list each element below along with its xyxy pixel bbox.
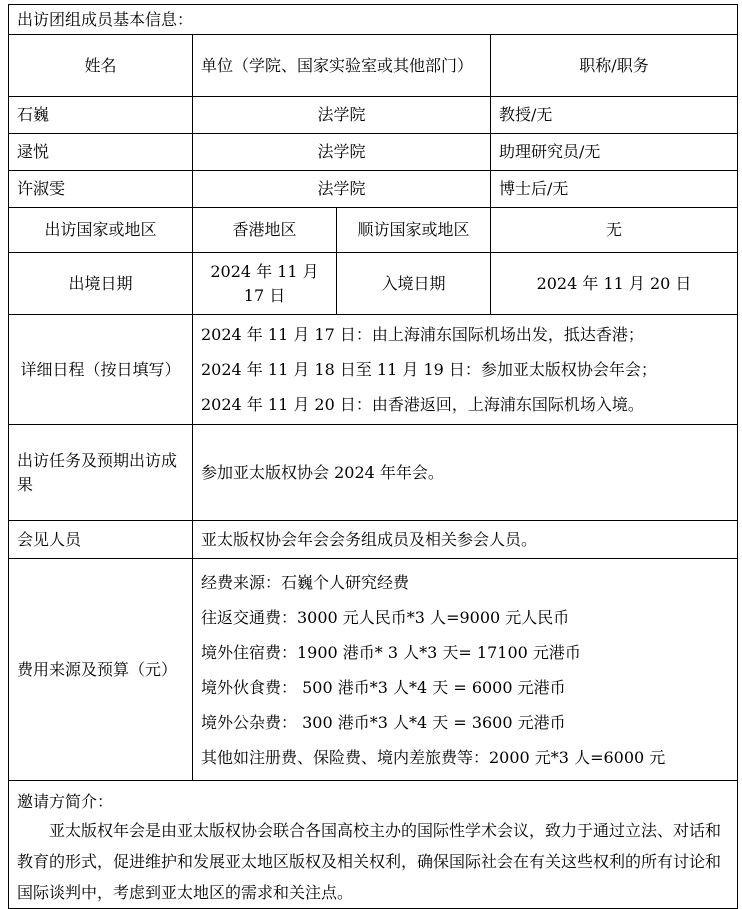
destination-value: 香港地区 bbox=[193, 208, 337, 253]
schedule-item: 2024 年 11 月 18 日至 11 月 19 日：参加亚太版权协会年会； bbox=[201, 360, 657, 379]
exit-date-label: 出境日期 bbox=[9, 253, 193, 315]
schedule-item: 2024 年 11 月 20 日：由香港返回，上海浦东国际机场入境。 bbox=[201, 395, 644, 414]
destination-label: 出访国家或地区 bbox=[9, 208, 193, 253]
budget-label: 费用来源及预算（元） bbox=[9, 559, 193, 781]
header-unit: 单位（学院、国家实验室或其他部门） bbox=[193, 35, 491, 97]
destination-row bbox=[9, 208, 738, 253]
dates-row bbox=[9, 253, 738, 315]
budget-item: 经费来源：石巍个人研究经费 bbox=[201, 572, 410, 592]
inviter-text: 亚太版权年会是由亚太版权协会联合各国高校主办的国际性学术会议，致力于通过立法、对话和教育的形式，促进维护和发展亚太地区版权及相关权利，确保国际社会在有关这些权利的所有讨论和国际谈判中，考虑到亚太地区的需求和关注点。 bbox=[17, 821, 722, 902]
form-title: 出访团组成员基本信息： bbox=[9, 5, 738, 35]
mission-label: 出访任务及预期出访成果 bbox=[9, 425, 193, 521]
member-row bbox=[9, 171, 738, 208]
entry-date-value: 2024 年 11 月 20 日 bbox=[491, 253, 738, 315]
schedule-row bbox=[9, 315, 738, 425]
transit-label: 顺访国家或地区 bbox=[337, 208, 491, 253]
budget-item: 境外公杂费： 300 港币*3 人*4 天 = 3600 元港币 bbox=[201, 712, 566, 732]
member-position: 博士后/无 bbox=[491, 171, 738, 208]
member-name: 逯悦 bbox=[9, 134, 193, 171]
inviter-cell bbox=[9, 781, 738, 909]
header-name: 姓名 bbox=[9, 35, 193, 97]
budget-item: 境外伙食费： 500 港币*3 人*4 天 = 6000 元港币 bbox=[201, 677, 566, 697]
meeting-row bbox=[9, 521, 738, 559]
mission-value: 参加亚太版权协会 2024 年年会。 bbox=[193, 425, 738, 521]
member-unit: 法学院 bbox=[193, 171, 491, 208]
meeting-label: 会见人员 bbox=[9, 521, 193, 559]
header-row bbox=[9, 35, 738, 97]
member-row bbox=[9, 134, 738, 171]
member-row bbox=[9, 97, 738, 134]
member-unit: 法学院 bbox=[193, 97, 491, 134]
schedule-item: 2024 年 11 月 17 日：由上海浦东国际机场出发，抵达香港； bbox=[201, 325, 644, 344]
entry-date-label: 入境日期 bbox=[337, 253, 491, 315]
meeting-value: 亚太版权协会年会会务组成员及相关参会人员。 bbox=[193, 521, 738, 559]
schedule-label: 详细日程（按日填写） bbox=[9, 315, 193, 425]
member-name: 石巍 bbox=[9, 97, 193, 134]
budget-item: 境外住宿费：1900 港币* 3 人*3 天= 17100 元港币 bbox=[201, 642, 581, 662]
inviter-label: 邀请方简介： bbox=[17, 792, 114, 811]
member-position: 助理研究员/无 bbox=[491, 134, 738, 171]
member-unit: 法学院 bbox=[193, 134, 491, 171]
member-name: 许淑雯 bbox=[9, 171, 193, 208]
budget-item: 往返交通费：3000 元人民币*3 人=9000 元人民币 bbox=[201, 607, 570, 627]
schedule-cell bbox=[193, 315, 738, 425]
transit-value: 无 bbox=[491, 208, 738, 253]
mission-row bbox=[9, 425, 738, 521]
budget-item: 其他如注册费、保险费、境内差旅费等：2000 元*3 人=6000 元 bbox=[201, 747, 666, 767]
exit-date-value: 2024 年 11 月 17 日 bbox=[193, 253, 337, 315]
inviter-row bbox=[9, 781, 738, 909]
budget-row bbox=[9, 559, 738, 781]
title-row bbox=[9, 5, 738, 35]
header-position: 职称/职务 bbox=[491, 35, 738, 97]
outbound-visit-form bbox=[8, 4, 738, 909]
member-position: 教授/无 bbox=[491, 97, 738, 134]
budget-cell bbox=[193, 559, 738, 781]
